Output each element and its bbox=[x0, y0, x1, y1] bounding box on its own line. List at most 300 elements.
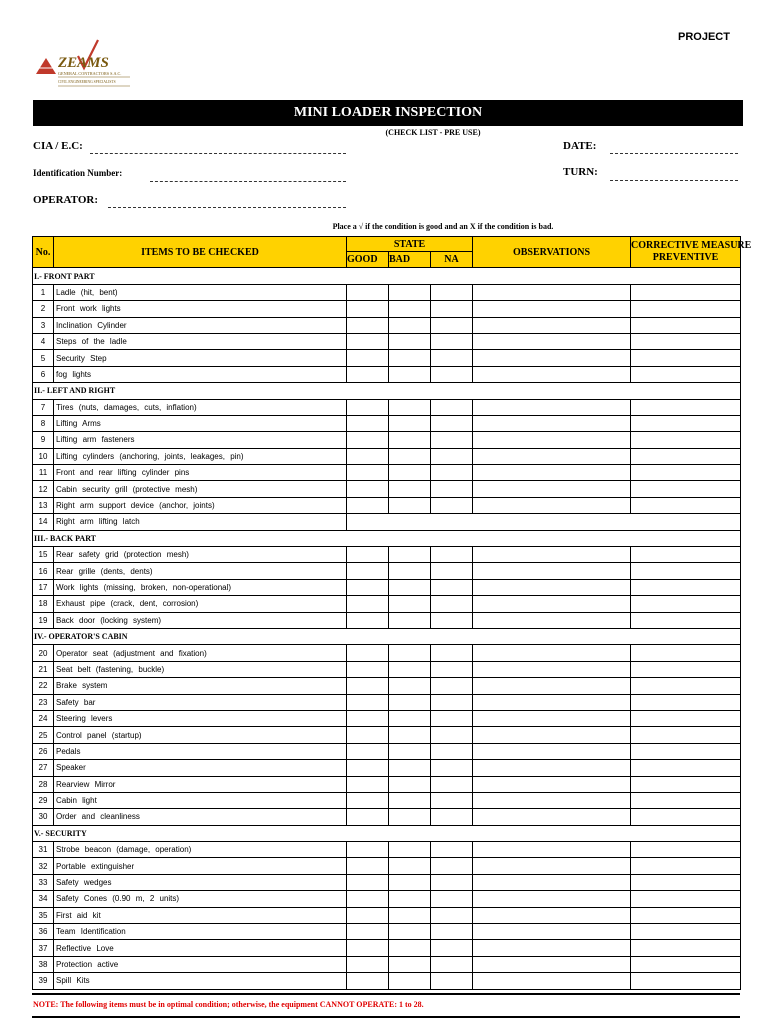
svg-text:CIVIL ENGINEERING SPECIALISTS: CIVIL ENGINEERING SPECIALISTS bbox=[58, 80, 116, 84]
corrective-cell[interactable] bbox=[631, 448, 741, 464]
logo-icon bbox=[34, 38, 139, 98]
corrective-cell[interactable] bbox=[631, 760, 741, 776]
item-number: 4 bbox=[33, 333, 54, 349]
na-check-cell[interactable] bbox=[431, 579, 473, 595]
na-check-cell[interactable] bbox=[431, 448, 473, 464]
table-row bbox=[33, 284, 741, 300]
na-check-cell[interactable] bbox=[431, 907, 473, 923]
na-check-cell[interactable] bbox=[431, 399, 473, 415]
good-check-cell[interactable] bbox=[347, 956, 389, 972]
corrective-cell[interactable] bbox=[631, 399, 741, 415]
bad-check-cell[interactable] bbox=[389, 333, 431, 349]
corrective-cell[interactable] bbox=[631, 743, 741, 759]
item-number: 11 bbox=[33, 465, 54, 481]
na-check-cell[interactable] bbox=[431, 858, 473, 874]
corrective-cell[interactable] bbox=[631, 694, 741, 710]
cia-field[interactable] bbox=[90, 153, 346, 154]
corrective-cell[interactable] bbox=[631, 547, 741, 563]
corrective-cell[interactable] bbox=[631, 661, 741, 677]
bad-check-cell[interactable] bbox=[389, 448, 431, 464]
na-check-cell[interactable] bbox=[431, 563, 473, 579]
na-check-cell[interactable] bbox=[431, 645, 473, 661]
na-check-cell[interactable] bbox=[431, 350, 473, 366]
bad-check-cell[interactable] bbox=[389, 710, 431, 726]
good-check-cell[interactable] bbox=[347, 858, 389, 874]
table-row bbox=[33, 710, 741, 726]
corrective-cell[interactable] bbox=[631, 809, 741, 825]
good-check-cell[interactable] bbox=[347, 415, 389, 431]
bad-check-cell[interactable] bbox=[389, 727, 431, 743]
corrective-cell[interactable] bbox=[631, 612, 741, 628]
corrective-cell[interactable] bbox=[631, 465, 741, 481]
observations-cell[interactable] bbox=[473, 792, 631, 808]
table-row bbox=[33, 612, 741, 628]
bad-check-cell[interactable] bbox=[389, 563, 431, 579]
na-check-cell[interactable] bbox=[431, 956, 473, 972]
good-check-cell[interactable] bbox=[347, 710, 389, 726]
good-check-cell[interactable] bbox=[347, 678, 389, 694]
good-check-cell[interactable] bbox=[347, 694, 389, 710]
observations-cell[interactable] bbox=[473, 448, 631, 464]
observations-cell[interactable] bbox=[473, 694, 631, 710]
good-check-cell[interactable] bbox=[347, 907, 389, 923]
table-row bbox=[33, 760, 741, 776]
good-check-cell[interactable] bbox=[347, 366, 389, 382]
item-description: Front and rear lifting cylinder pins bbox=[54, 465, 347, 481]
corrective-cell[interactable] bbox=[631, 497, 741, 513]
item-description: Rear safety grid (protection mesh) bbox=[54, 547, 347, 563]
item-number: 20 bbox=[33, 645, 54, 661]
table-row bbox=[33, 727, 741, 743]
bad-check-cell[interactable] bbox=[389, 776, 431, 792]
na-check-cell[interactable] bbox=[431, 465, 473, 481]
table-row bbox=[33, 792, 741, 808]
item-description: Right arm lifting latch bbox=[54, 514, 347, 530]
good-check-cell[interactable] bbox=[347, 317, 389, 333]
item-description: Work lights (missing, broken, non-operational) bbox=[54, 579, 347, 595]
item-number: 19 bbox=[33, 612, 54, 628]
item-description: Rear grille (dents, dents) bbox=[54, 563, 347, 579]
good-check-cell[interactable] bbox=[347, 809, 389, 825]
corrective-cell[interactable] bbox=[631, 776, 741, 792]
bad-check-cell[interactable] bbox=[389, 792, 431, 808]
bad-check-cell[interactable] bbox=[389, 678, 431, 694]
good-check-cell[interactable] bbox=[347, 596, 389, 612]
table-row bbox=[33, 874, 741, 890]
good-check-cell[interactable] bbox=[347, 891, 389, 907]
corrective-cell[interactable] bbox=[631, 596, 741, 612]
corrective-cell[interactable] bbox=[631, 350, 741, 366]
col-no-header: No. bbox=[33, 237, 54, 268]
corrective-cell[interactable] bbox=[631, 973, 741, 989]
item-number: 28 bbox=[33, 776, 54, 792]
item-number: 21 bbox=[33, 661, 54, 677]
corrective-cell[interactable] bbox=[631, 940, 741, 956]
na-check-cell[interactable] bbox=[431, 661, 473, 677]
item-description: Operator seat (adjustment and fixation) bbox=[54, 645, 347, 661]
item-number: 15 bbox=[33, 547, 54, 563]
item-number: 12 bbox=[33, 481, 54, 497]
table-row bbox=[33, 317, 741, 333]
na-check-cell[interactable] bbox=[431, 924, 473, 940]
na-check-cell[interactable] bbox=[431, 317, 473, 333]
table-row bbox=[33, 399, 741, 415]
na-check-cell[interactable] bbox=[431, 727, 473, 743]
na-check-cell[interactable] bbox=[431, 940, 473, 956]
section-title: III.- BACK PART bbox=[33, 530, 741, 546]
bad-check-cell[interactable] bbox=[389, 973, 431, 989]
item-description: Portable extinguisher bbox=[54, 858, 347, 874]
corrective-cell[interactable] bbox=[631, 924, 741, 940]
bad-check-cell[interactable] bbox=[389, 891, 431, 907]
corrective-cell[interactable] bbox=[631, 481, 741, 497]
corrective-cell[interactable] bbox=[631, 301, 741, 317]
item-number: 17 bbox=[33, 579, 54, 595]
table-row bbox=[33, 596, 741, 612]
instruction-text: Place a √ if the condition is good and an X if the condition is bad. bbox=[332, 222, 554, 231]
bad-check-cell[interactable] bbox=[389, 661, 431, 677]
good-check-cell[interactable] bbox=[347, 924, 389, 940]
item-description: Protection active bbox=[54, 956, 347, 972]
table-row bbox=[33, 956, 741, 972]
observations-cell[interactable] bbox=[473, 547, 631, 563]
na-check-cell[interactable] bbox=[431, 547, 473, 563]
corrective-cell[interactable] bbox=[631, 284, 741, 300]
item-number: 16 bbox=[33, 563, 54, 579]
observations-cell[interactable] bbox=[473, 973, 631, 989]
corrective-cell[interactable] bbox=[631, 907, 741, 923]
item-number: 37 bbox=[33, 940, 54, 956]
bad-check-cell[interactable] bbox=[389, 497, 431, 513]
bad-check-cell[interactable] bbox=[389, 924, 431, 940]
section-row bbox=[33, 383, 741, 399]
good-check-cell[interactable] bbox=[347, 792, 389, 808]
observations-cell[interactable] bbox=[473, 432, 631, 448]
item-description: Inclination Cylinder bbox=[54, 317, 347, 333]
observations-cell[interactable] bbox=[473, 399, 631, 415]
observations-cell[interactable] bbox=[473, 874, 631, 890]
col-corrective-line2: PREVENTIVE bbox=[652, 252, 719, 264]
observations-cell[interactable] bbox=[473, 366, 631, 382]
item-number: 18 bbox=[33, 596, 54, 612]
observations-cell[interactable] bbox=[473, 350, 631, 366]
table-row bbox=[33, 645, 741, 661]
inspection-table bbox=[32, 236, 752, 990]
na-check-cell[interactable] bbox=[431, 432, 473, 448]
observations-cell[interactable] bbox=[473, 415, 631, 431]
good-check-cell[interactable] bbox=[347, 874, 389, 890]
na-check-cell[interactable] bbox=[431, 874, 473, 890]
good-check-cell[interactable] bbox=[347, 448, 389, 464]
observations-cell[interactable] bbox=[473, 301, 631, 317]
inspection-table-body bbox=[33, 268, 741, 989]
bad-check-cell[interactable] bbox=[389, 743, 431, 759]
observations-cell[interactable] bbox=[473, 481, 631, 497]
good-check-cell[interactable] bbox=[347, 432, 389, 448]
observations-cell[interactable] bbox=[473, 317, 631, 333]
corrective-cell[interactable] bbox=[631, 333, 741, 349]
observations-cell[interactable] bbox=[473, 727, 631, 743]
item-number: 39 bbox=[33, 973, 54, 989]
item-description: Cabin light bbox=[54, 792, 347, 808]
state-obs-merged-cell[interactable] bbox=[347, 514, 741, 530]
observations-cell[interactable] bbox=[473, 891, 631, 907]
table-row bbox=[33, 563, 741, 579]
item-description: Pedals bbox=[54, 743, 347, 759]
good-check-cell[interactable] bbox=[347, 563, 389, 579]
bad-check-cell[interactable] bbox=[389, 645, 431, 661]
section-title: IV.- OPERATOR'S CABIN bbox=[33, 628, 741, 644]
corrective-cell[interactable] bbox=[631, 678, 741, 694]
observations-cell[interactable] bbox=[473, 760, 631, 776]
item-description: Strobe beacon (damage, operation) bbox=[54, 842, 347, 858]
page-title: MINI LOADER INSPECTION bbox=[33, 100, 743, 126]
na-check-cell[interactable] bbox=[431, 973, 473, 989]
table-row bbox=[33, 350, 741, 366]
good-check-cell[interactable] bbox=[347, 612, 389, 628]
good-check-cell[interactable] bbox=[347, 661, 389, 677]
observations-cell[interactable] bbox=[473, 612, 631, 628]
item-description: Brake system bbox=[54, 678, 347, 694]
corrective-cell[interactable] bbox=[631, 645, 741, 661]
observations-cell[interactable] bbox=[473, 465, 631, 481]
na-check-cell[interactable] bbox=[431, 678, 473, 694]
corrective-cell[interactable] bbox=[631, 956, 741, 972]
table-row bbox=[33, 481, 741, 497]
good-check-cell[interactable] bbox=[347, 743, 389, 759]
item-description: Security Step bbox=[54, 350, 347, 366]
observations-cell[interactable] bbox=[473, 940, 631, 956]
na-check-cell[interactable] bbox=[431, 284, 473, 300]
observations-cell[interactable] bbox=[473, 809, 631, 825]
bad-check-cell[interactable] bbox=[389, 284, 431, 300]
good-check-cell[interactable] bbox=[347, 940, 389, 956]
corrective-cell[interactable] bbox=[631, 891, 741, 907]
corrective-cell[interactable] bbox=[631, 563, 741, 579]
good-check-cell[interactable] bbox=[347, 497, 389, 513]
good-check-cell[interactable] bbox=[347, 842, 389, 858]
svg-text:GENERAL CONTRACTORS S.A.C.: GENERAL CONTRACTORS S.A.C. bbox=[58, 71, 122, 76]
bad-check-cell[interactable] bbox=[389, 956, 431, 972]
bad-check-cell[interactable] bbox=[389, 432, 431, 448]
observations-cell[interactable] bbox=[473, 924, 631, 940]
item-description: Team Identification bbox=[54, 924, 347, 940]
table-row bbox=[33, 776, 741, 792]
item-description: Steering levers bbox=[54, 710, 347, 726]
observations-cell[interactable] bbox=[473, 661, 631, 677]
section-row bbox=[33, 530, 741, 546]
table-row bbox=[33, 366, 741, 382]
observations-cell[interactable] bbox=[473, 743, 631, 759]
observations-cell[interactable] bbox=[473, 596, 631, 612]
turn-field[interactable] bbox=[610, 180, 738, 181]
observations-cell[interactable] bbox=[473, 579, 631, 595]
item-description: Safety wedges bbox=[54, 874, 347, 890]
note-text: NOTE: The following items must be in optimal condition; otherwise, the equipment CANNOT OPERATE: 1 to 28. bbox=[33, 1000, 424, 1009]
na-check-cell[interactable] bbox=[431, 710, 473, 726]
col-observations-header: OBSERVATIONS bbox=[473, 237, 631, 268]
bad-check-cell[interactable] bbox=[389, 547, 431, 563]
section-title: II.- LEFT AND RIGHT bbox=[33, 383, 741, 399]
na-check-cell[interactable] bbox=[431, 694, 473, 710]
good-check-cell[interactable] bbox=[347, 350, 389, 366]
item-number: 26 bbox=[33, 743, 54, 759]
bad-check-cell[interactable] bbox=[389, 809, 431, 825]
bad-check-cell[interactable] bbox=[389, 465, 431, 481]
item-description: Back door (locking system) bbox=[54, 612, 347, 628]
good-check-cell[interactable] bbox=[347, 284, 389, 300]
good-check-cell[interactable] bbox=[347, 727, 389, 743]
item-number: 31 bbox=[33, 842, 54, 858]
good-check-cell[interactable] bbox=[347, 481, 389, 497]
item-description: Safety bar bbox=[54, 694, 347, 710]
na-check-cell[interactable] bbox=[431, 333, 473, 349]
table-row bbox=[33, 661, 741, 677]
bad-check-cell[interactable] bbox=[389, 317, 431, 333]
section-row bbox=[33, 628, 741, 644]
corrective-cell[interactable] bbox=[631, 874, 741, 890]
date-field[interactable] bbox=[610, 153, 738, 154]
na-check-cell[interactable] bbox=[431, 792, 473, 808]
table-row bbox=[33, 940, 741, 956]
item-description: Cabin security grill (protective mesh) bbox=[54, 481, 347, 497]
na-check-cell[interactable] bbox=[431, 809, 473, 825]
col-na-header: NA bbox=[431, 252, 473, 268]
good-check-cell[interactable] bbox=[347, 465, 389, 481]
bad-check-cell[interactable] bbox=[389, 415, 431, 431]
na-check-cell[interactable] bbox=[431, 743, 473, 759]
good-check-cell[interactable] bbox=[347, 973, 389, 989]
na-check-cell[interactable] bbox=[431, 366, 473, 382]
item-description: Reflective Love bbox=[54, 940, 347, 956]
bad-check-cell[interactable] bbox=[389, 350, 431, 366]
bad-check-cell[interactable] bbox=[389, 907, 431, 923]
bad-check-cell[interactable] bbox=[389, 760, 431, 776]
good-check-cell[interactable] bbox=[347, 399, 389, 415]
item-description: Lifting Arms bbox=[54, 415, 347, 431]
na-check-cell[interactable] bbox=[431, 776, 473, 792]
item-description: Lifting arm fasteners bbox=[54, 432, 347, 448]
observations-cell[interactable] bbox=[473, 956, 631, 972]
footer-rule-bottom bbox=[32, 1016, 740, 1018]
na-check-cell[interactable] bbox=[431, 891, 473, 907]
corrective-cell[interactable] bbox=[631, 317, 741, 333]
item-number: 33 bbox=[33, 874, 54, 890]
date-label: DATE: bbox=[563, 140, 597, 152]
project-label: PROJECT bbox=[678, 31, 730, 43]
observations-cell[interactable] bbox=[473, 678, 631, 694]
bad-check-cell[interactable] bbox=[389, 858, 431, 874]
bad-check-cell[interactable] bbox=[389, 481, 431, 497]
corrective-cell[interactable] bbox=[631, 727, 741, 743]
item-number: 25 bbox=[33, 727, 54, 743]
item-number: 7 bbox=[33, 399, 54, 415]
bad-check-cell[interactable] bbox=[389, 612, 431, 628]
item-number: 2 bbox=[33, 301, 54, 317]
section-title: I.- FRONT PART bbox=[33, 268, 741, 284]
col-good-header: GOOD bbox=[347, 252, 389, 268]
observations-cell[interactable] bbox=[473, 710, 631, 726]
good-check-cell[interactable] bbox=[347, 547, 389, 563]
corrective-cell[interactable] bbox=[631, 366, 741, 382]
bad-check-cell[interactable] bbox=[389, 399, 431, 415]
good-check-cell[interactable] bbox=[347, 579, 389, 595]
bad-check-cell[interactable] bbox=[389, 694, 431, 710]
operator-label: OPERATOR: bbox=[33, 194, 98, 206]
na-check-cell[interactable] bbox=[431, 497, 473, 513]
good-check-cell[interactable] bbox=[347, 333, 389, 349]
good-check-cell[interactable] bbox=[347, 301, 389, 317]
corrective-cell[interactable] bbox=[631, 579, 741, 595]
item-number: 1 bbox=[33, 284, 54, 300]
na-check-cell[interactable] bbox=[431, 612, 473, 628]
observations-cell[interactable] bbox=[473, 563, 631, 579]
section-row bbox=[33, 268, 741, 284]
corrective-cell[interactable] bbox=[631, 858, 741, 874]
table-row bbox=[33, 973, 741, 989]
col-corrective-header bbox=[631, 237, 752, 268]
na-check-cell[interactable] bbox=[431, 596, 473, 612]
bad-check-cell[interactable] bbox=[389, 874, 431, 890]
identification-field[interactable] bbox=[150, 181, 346, 182]
item-number: 8 bbox=[33, 415, 54, 431]
na-check-cell[interactable] bbox=[431, 415, 473, 431]
good-check-cell[interactable] bbox=[347, 760, 389, 776]
footer-rule-top bbox=[32, 993, 740, 995]
observations-cell[interactable] bbox=[473, 776, 631, 792]
bad-check-cell[interactable] bbox=[389, 596, 431, 612]
bad-check-cell[interactable] bbox=[389, 366, 431, 382]
observations-cell[interactable] bbox=[473, 842, 631, 858]
observations-cell[interactable] bbox=[473, 858, 631, 874]
item-number: 10 bbox=[33, 448, 54, 464]
observations-cell[interactable] bbox=[473, 645, 631, 661]
bad-check-cell[interactable] bbox=[389, 579, 431, 595]
good-check-cell[interactable] bbox=[347, 645, 389, 661]
table-row bbox=[33, 694, 741, 710]
item-number: 23 bbox=[33, 694, 54, 710]
bad-check-cell[interactable] bbox=[389, 842, 431, 858]
bad-check-cell[interactable] bbox=[389, 940, 431, 956]
bad-check-cell[interactable] bbox=[389, 301, 431, 317]
na-check-cell[interactable] bbox=[431, 481, 473, 497]
item-number: 13 bbox=[33, 497, 54, 513]
observations-cell[interactable] bbox=[473, 497, 631, 513]
corrective-cell[interactable] bbox=[631, 432, 741, 448]
item-description: Order and cleanliness bbox=[54, 809, 347, 825]
na-check-cell[interactable] bbox=[431, 760, 473, 776]
company-logo bbox=[34, 38, 139, 98]
observations-cell[interactable] bbox=[473, 333, 631, 349]
item-description: fog lights bbox=[54, 366, 347, 382]
item-number: 34 bbox=[33, 891, 54, 907]
col-bad-header: BAD bbox=[389, 252, 431, 268]
observations-cell[interactable] bbox=[473, 284, 631, 300]
good-check-cell[interactable] bbox=[347, 776, 389, 792]
operator-field[interactable] bbox=[108, 207, 346, 208]
na-check-cell[interactable] bbox=[431, 301, 473, 317]
item-description: Lifting cylinders (anchoring, joints, leakages, pin) bbox=[54, 448, 347, 464]
corrective-cell[interactable] bbox=[631, 710, 741, 726]
observations-cell[interactable] bbox=[473, 907, 631, 923]
item-description: Tires (nuts, damages, cuts, inflation) bbox=[54, 399, 347, 415]
corrective-cell[interactable] bbox=[631, 792, 741, 808]
na-check-cell[interactable] bbox=[431, 842, 473, 858]
item-number: 24 bbox=[33, 710, 54, 726]
corrective-cell[interactable] bbox=[631, 415, 741, 431]
corrective-cell[interactable] bbox=[631, 842, 741, 858]
item-number: 36 bbox=[33, 924, 54, 940]
